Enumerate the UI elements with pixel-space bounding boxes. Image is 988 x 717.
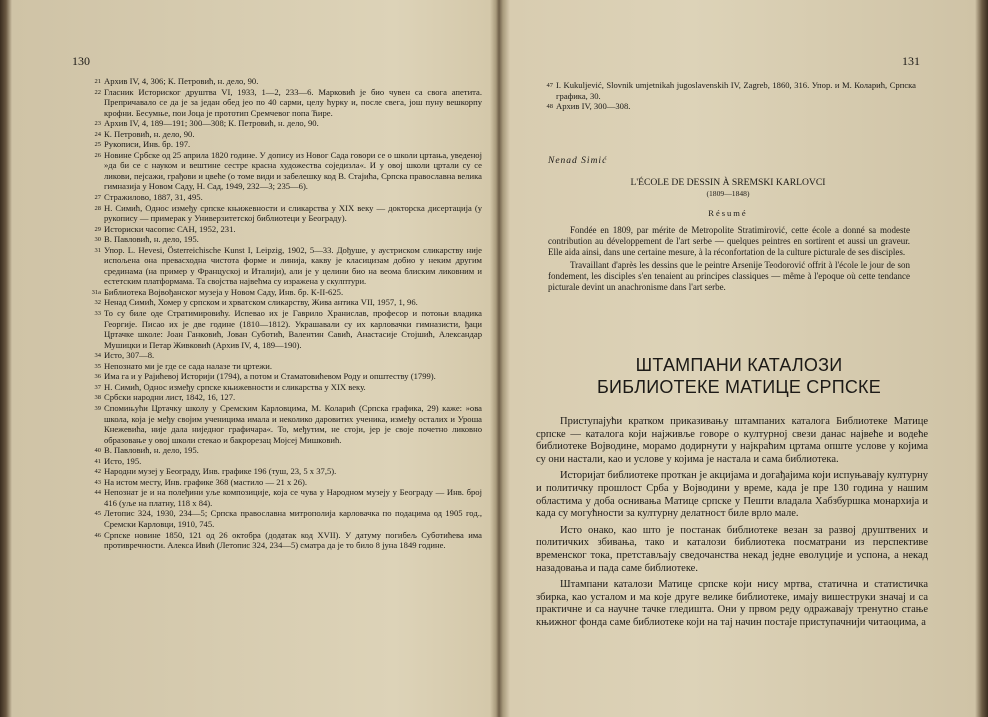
footnote-number: 31 [94,246,101,254]
resume-paragraph: Fondée en 1809, par mérite de Metropolite Stratimirović, cette école a donné sa modeste contribution au développement de l'art serbe — quelques peintres en sortirent et aussi un graveur. Elle aida ainsi, dans une certaine mesure, à la réconfortation de la culture picturale de ses disciples. [548,225,910,258]
footnote-text: Има га и у Рајићевој Историји (1794), а потом и Стаматовићевом Роду и општеству (1799). [104,371,436,382]
footnote-text: Архив IV, 4, 306; К. Петровић, н. дело, 90. [104,76,259,86]
footnote-number: 33 [94,310,101,318]
footnote [94,149,482,192]
footnote [94,392,482,403]
footnote-text: Спомињући Цртачку школу у Сремским Карловцима, М. Коларић (Српска графика, 29) каже: »ова школа, која је међу својим ученицима имала и неколико даровитих ученика, између осталих и Уроша Кнежевића, није дала ниједног графичара«. То, међутим, не стоји, јер је своје почетно ликовно образовање у овој школи стекао и бакрорезац Мојсеј Мишковић. [104,402,482,445]
page-number-right: 131 [902,54,920,68]
right-page [504,0,976,717]
footnote [94,308,482,350]
footnote [94,234,482,245]
footnote-text: Народни музеј у Београду, Инв. графике 196 (туш, 23, 5 x 37,5). [104,466,337,477]
footnote-number: 47 [546,82,553,89]
footnote-text: Непознат је и на полеђини уље композиције, која се чува у Народном музеју у Београду — Инв. број 416 (уље на платну, 118 x 84). [104,487,482,508]
footnote-number: 39 [94,404,101,412]
footnote-number: 25 [94,141,101,149]
footnote [94,297,482,308]
left-page [14,0,496,717]
footnote-text: Ненад Симић, Хомер у српском и хрватском сликарству, Жива антика VII, 1957, 1, 96. [104,297,418,308]
footnote [94,487,482,508]
footnote-text: В. Павловић, н. дело, 195. [104,445,199,456]
footnote-text: Летопис 324, 1930, 234—5; Српска православна митрополија карловачка по подацима од 1905 год., Сремски Карловци, 1910, 745. [104,508,482,529]
footnote-text: Исто, 307—8. [104,350,155,361]
footnote-number: 22 [94,88,101,96]
article-heading-line: БИБЛИОТЕКЕ МАТИЦЕ СРПСКЕ [597,377,881,397]
footnote [94,350,482,361]
footnote-number: 32 [94,299,101,307]
footnote [94,76,482,87]
footnote [94,466,482,477]
article-heading [548,354,930,398]
footnote-text: Н. Симић, Однос између српске књижевности и сликарства у XIX веку. [104,381,366,392]
footnote [94,508,482,529]
footnote-text: Гласник Историског друштва VI, 1933, 1—2, 233—6. Марковић је био чувен са свога апетита. Препричавало се да је за један обед јео по 40 сарми, целу ћурку и, после свега, још пуну вешкорпу крофни. Бесумње, пои Јоца је прототип Сремчевог попа Ћире. [104,86,482,118]
article-body [536,416,928,634]
footnote-number: 44 [94,489,101,497]
footnote-number: 24 [94,130,101,138]
footnote-text: Исто, 195. [104,455,142,466]
footnote [94,223,482,235]
footnote-number: 27 [94,194,101,202]
footnote [94,139,482,150]
footnote-number: 45 [94,510,101,518]
footnote-text: Стражилово, 1887, 31, 495. [104,192,203,203]
resume-author: Nenad Simić [548,156,608,166]
footnote [94,445,482,456]
article-heading-line: ШТАМПАНИ КАТАЛОЗИ [635,355,843,375]
footnote-text: I. Kukuljević, Slovnik umjetnikah jugoslavenskih IV, Zagreb, 1860, 316. Упор. и М. Коларић, Српска графика, 30. [556,80,916,101]
footnote-text: Архив IV, 300—308. [556,101,631,112]
footnote-number: 38 [94,394,101,402]
footnote [94,360,482,372]
footnote-number: 34 [94,352,101,360]
footnote-text: К. Петровић, н. дело, 90. [104,128,195,139]
footnote-number: 35 [94,362,101,370]
footnote-number: 28 [94,204,101,212]
footnote-number: 29 [94,225,101,233]
footnote-number: 21 [94,78,101,85]
footnote-number: 30 [94,236,101,244]
footnote-number: 43 [94,478,101,486]
footnote [94,371,482,382]
footnote-text: На истом месту, Инв. графике 368 (мастило — 21 x 26). [104,476,308,487]
footnote-number: 46 [94,531,101,539]
footnote [546,101,916,112]
body-paragraph: Историјат библиотеке проткан је акцијама и догађајима који испуњавају културну и политичку прошлост Срба у Војводини у време, када је пре 130 година у нашим областима у доба оснивања Матице српске у Пешти владала Хабзбуршка монархија и када су могућности за културну делатност биле врло мале. [536,470,928,520]
footnote [94,128,482,140]
footnote-number: 23 [94,120,101,128]
footnote-text: Библиотека Војвођанског музеја у Новом Саду, Инв. бр. К-II-625. [104,286,344,297]
footnote-text: Српске новине 1850, 121 од 26 октобра (додатак код XVII). У датуму погибељ Суботићева има противречности. Алекса Ивић (Летопис 324, 234—5) сматра да је то било 8 јуна 1849 године. [104,529,482,551]
resume-paragraph: Travaillant d'après les dessins que le peintre Arsenije Teodorović offrit à l'école le jour de son fondement, les disciples s'en tenaient au principes classiques — même à l'epoque où cette tendance picturale devint un anachronisme dans l'art serbe. [548,259,910,293]
footnotes-right [546,80,916,112]
footnote-text: Историски часопис САН, 1952, 231. [104,223,236,234]
footnote-text: То су биле оде Стратимировићу. Испевао их је Гаврило Хранислав, професор и потоњи владика Георгије. Писао их је две године (1810—1812). Украшавали су их карловачки гимназисти, ђаци Цртачке школе: Јоан Ганковић, Јован Суботић, Валентин Савић, Анастасије Стојшић, Александар Мушицки и Петар Живковић (Архив IV, 4, 189—190). [104,308,482,350]
footnote-text: Новине Србске од 25 априла 1820 године. У допису из Новог Сада говори се о школи цртања, уведеној »да би се с науком и вештине сестре красна художества соједизла«. И у овој школи цртали су се ликови, пејсажи, грађови и цвеће (о томе види и забелешку код В. Стајића, Српска православна велика гимназија у Новом Саду, Н. Сад, 1949, 232—3; 235—6). [104,149,482,192]
footnote-number: 36 [94,373,101,381]
body-paragraph: Штампани каталози Матице српске који нису мртва, статична и статистичка збирка, као усталом и ма које друге велике библиотеке, имају вишеструки значај и са практичне и са научне тачке гледишта. Они у првом реду одражавају тренутно стање књижног фонда саме библиотеке који на тај начин постаје приступачнији читаоцима, а [536,579,928,628]
footnote [94,202,482,224]
body-paragraph: Исто онако, као што је постанак библиотеке везан за развој друштвених и политичких збивања, тако и каталози библиотека посматрани из перспективе временског тока, претстављају сведочанства некад једне еволуције и успона, а некад назадовања и пада саме библиотеке. [536,524,928,574]
footnote [94,476,482,488]
footnote-text: Рукописи, Инв. бр. 197. [104,139,191,150]
footnote [94,118,482,129]
footnote [94,86,482,119]
footnote [94,381,482,393]
footnote [546,80,916,101]
footnote [94,529,482,551]
footnote-text: Непознато ми је где се сада налазе ти цртежи. [104,360,272,371]
footnote-text: Н. Симић, Однос између српске књижевности и сликарства у XIX веку — докторска дисертација (у рукопису — примерак у Универзитетској библиотеци у Београду). [104,202,482,224]
footnote-number: 37 [94,383,101,391]
resume-years: (1809—1848) [706,189,750,198]
footnote-number: 42 [94,468,101,476]
footnote-text: Србски народни лист, 1842, 16, 127. [104,392,236,403]
footnotes-left [91,76,482,551]
footnote-text: Архив IV, 4, 189—191; 300—308; К. Петровић, н. дело, 90. [104,118,319,129]
footnote-number: 26 [94,151,101,159]
footnote-number: 31a [91,288,101,296]
footnote [94,455,482,467]
footnote [94,244,482,287]
footnote-number: 40 [94,447,101,455]
resume-body [548,225,910,294]
footnote [91,286,482,298]
resume-title: L'ÉCOLE DE DESSIN À SREMSKI KARLOVCI [630,177,826,188]
footnote-number: 48 [546,103,553,111]
page-number-left: 130 [72,54,90,68]
resume-label: Résumé [708,208,748,218]
footnote [94,192,482,203]
footnote-number: 41 [94,457,101,465]
footnote-text: В. Павловић, н. дело, 195. [104,234,199,245]
footnote-text: Упор. L. Hevesi, Österreichische Kunst I, Leipzig, 1902, 5—33. Дођуше, у аустриском сликарству није испољена она превасходна чистота форме и линија, какву је класицизам добио у неким другим срединама (на пример у Француској и Италији), али је у целини био на веома блиским ликовним и естетским платформама. Та својства највећма су изражена у скулптури. [104,244,482,287]
footnote [94,402,482,445]
body-paragraph: Приступајући кратком приказивању штампаних каталога Библиотеке Матице српске — каталога који најживље говоре о културној свези данас највеће и водеће библиотеке Војводине, морамо додирнути у најкраћим цртама опште услове у којима су они настали, као и услове у којима је настала и сама библиотека. [536,416,928,465]
